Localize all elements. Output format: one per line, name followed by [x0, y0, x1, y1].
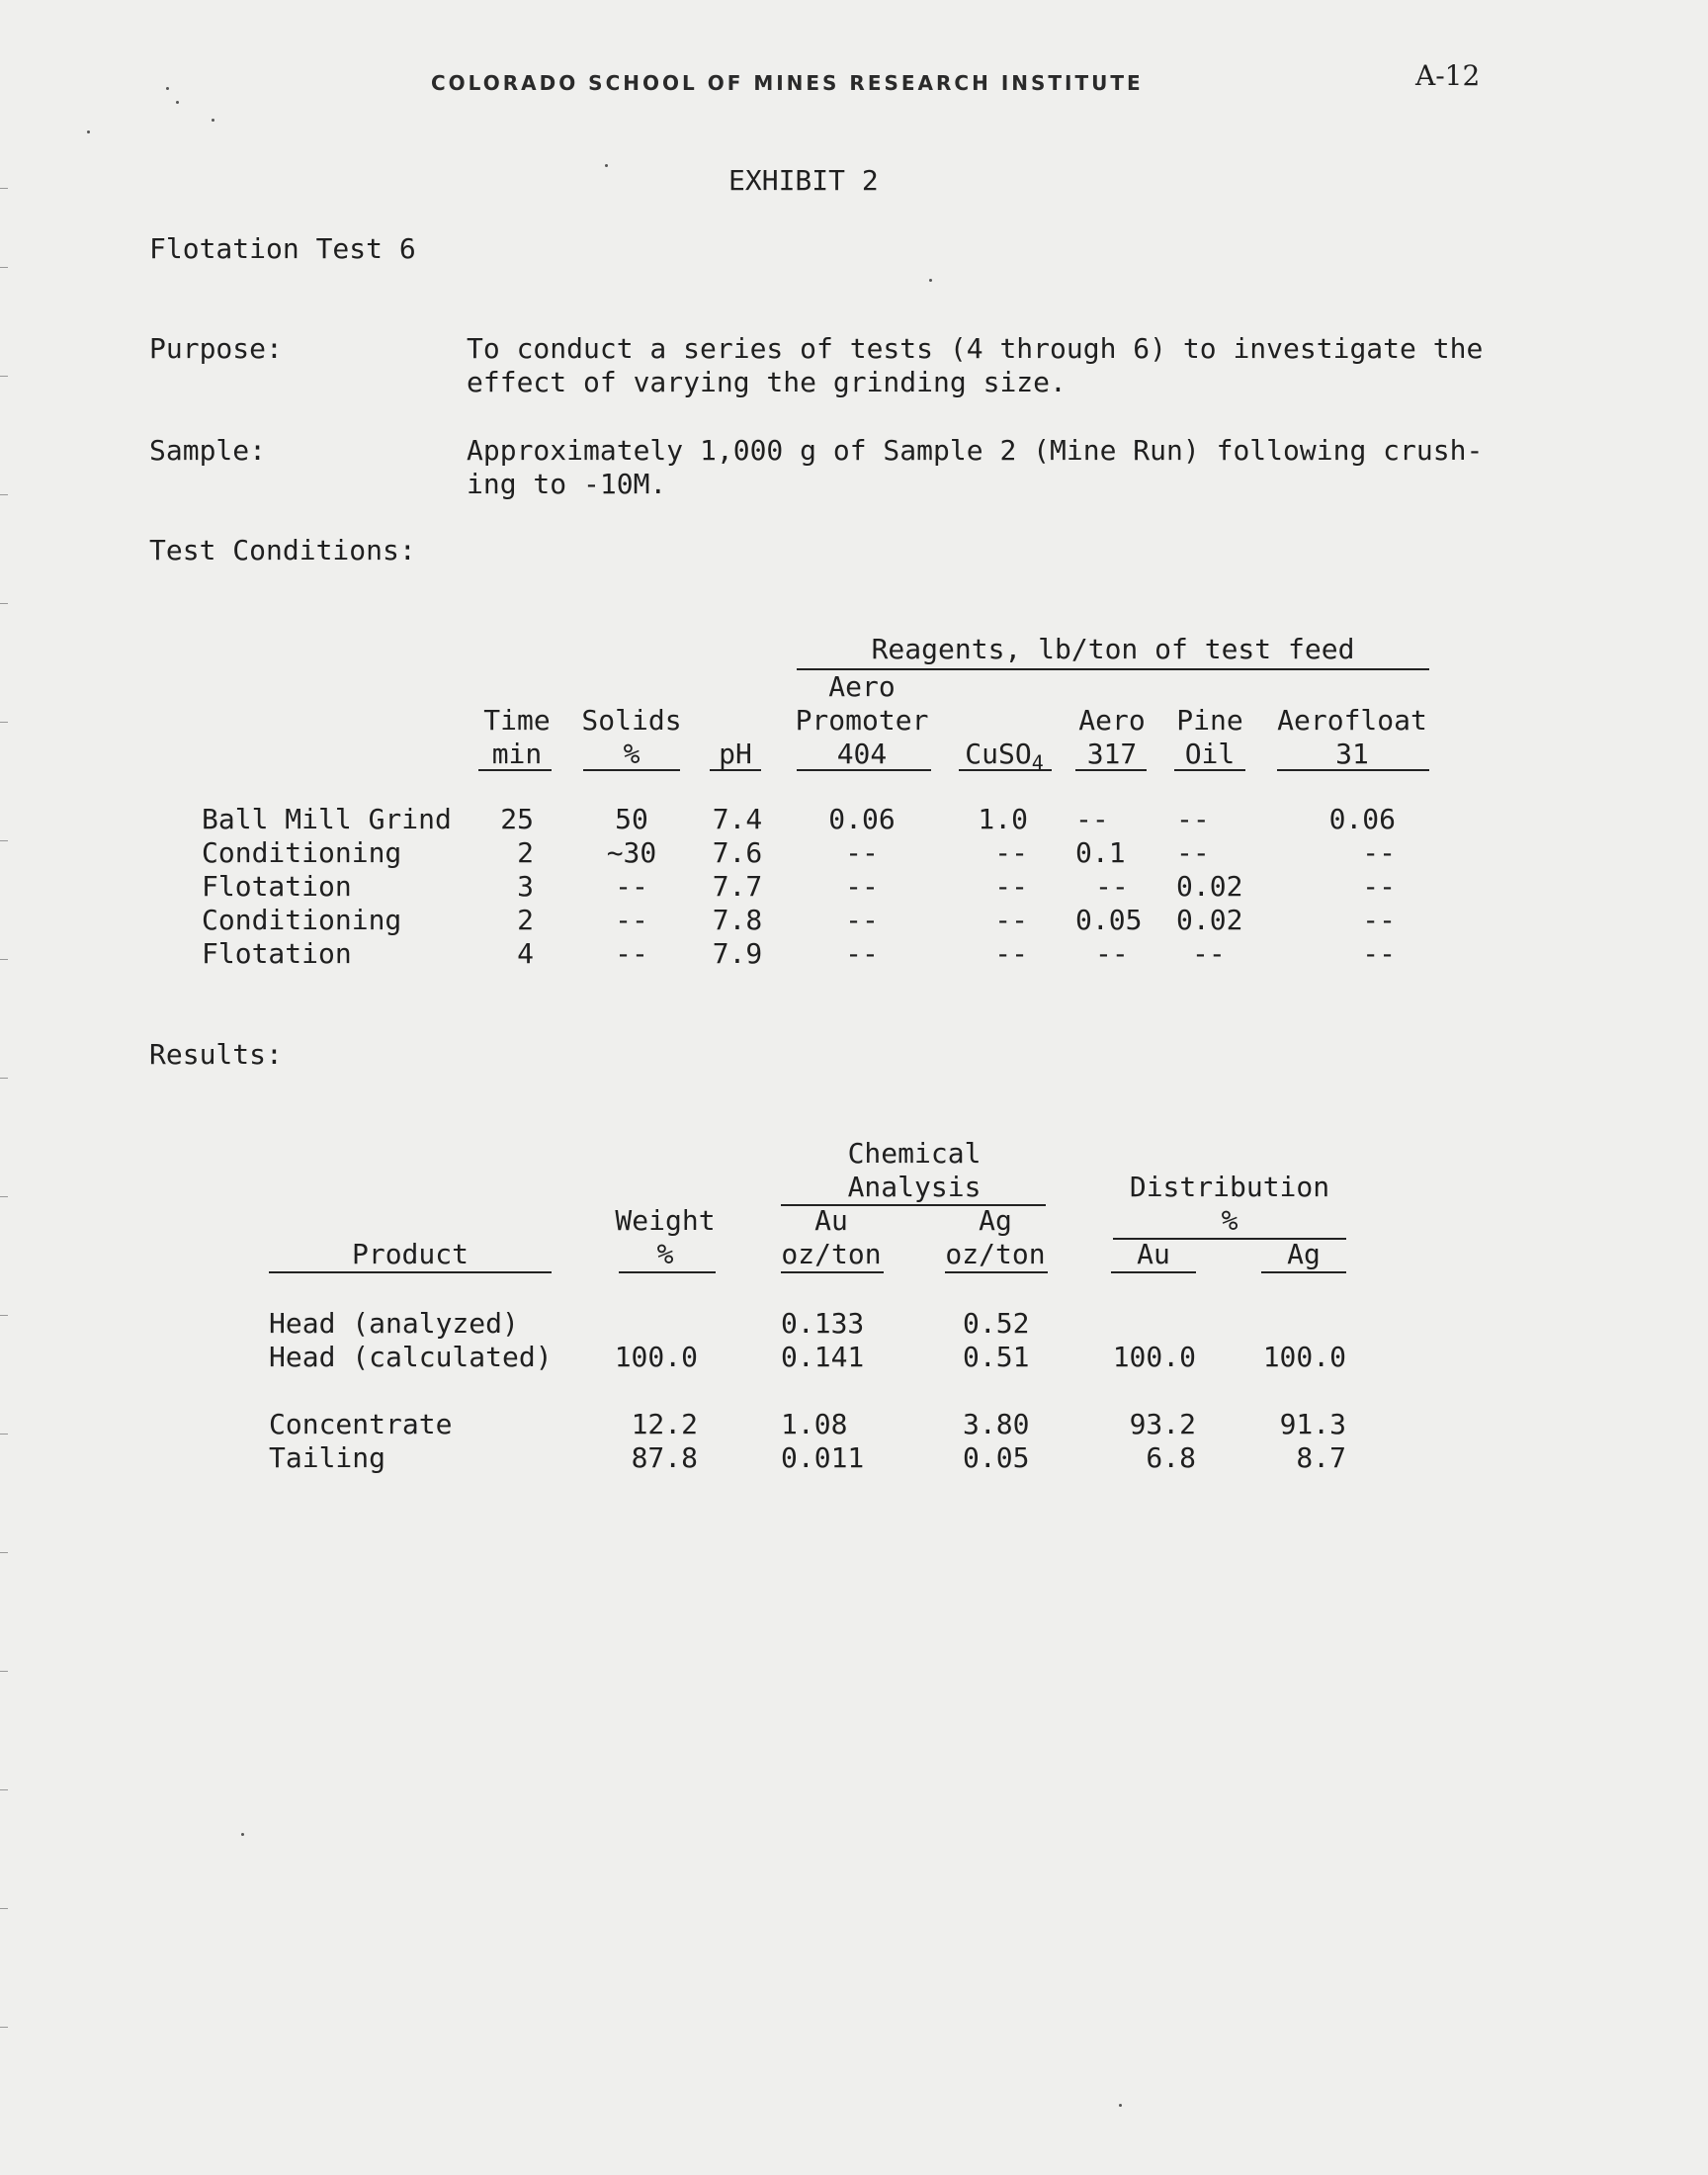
result-weight: 87.8 [631, 1441, 698, 1474]
reagents-group-header: Reagents, lb/ton of test feed [871, 633, 1355, 665]
chem-header-line1: Chemical [847, 1137, 982, 1170]
scan-speck [929, 279, 932, 282]
condition-aero317: 0.05 [1075, 904, 1143, 936]
edge-tick [0, 1789, 8, 1790]
ag-header-line2: oz/ton [945, 1238, 1046, 1270]
result-ag: 0.51 [963, 1341, 1030, 1373]
condition-step: Conditioning [202, 836, 402, 869]
edge-tick [0, 1434, 8, 1435]
condition-step: Flotation [202, 870, 352, 903]
edge-tick [0, 1078, 8, 1079]
results-label: Results: [149, 1038, 283, 1071]
edge-tick [0, 840, 8, 841]
edge-tick [0, 2027, 8, 2028]
dist-ag-header-underline [1261, 1271, 1346, 1273]
edge-tick [0, 188, 8, 189]
col-aero317-line1: Aero [1078, 704, 1146, 737]
col-aero317-line2: 317 [1086, 738, 1138, 770]
dist-header-line1: Distribution [1129, 1171, 1330, 1203]
col-pine-line1: Pine [1176, 704, 1243, 737]
col-time-line1: Time [483, 704, 551, 737]
weight-header-line2: % [656, 1238, 674, 1270]
col-cuso4 [955, 738, 1054, 775]
edge-tick [0, 1315, 8, 1316]
result-weight: 12.2 [631, 1408, 698, 1440]
edge-tick [0, 1908, 8, 1909]
purpose-text-line1: To conduct a series of tests (4 through 6) to investigate the [467, 332, 1484, 365]
condition-pine: -- [1176, 803, 1210, 835]
edge-tick [0, 267, 8, 268]
au-header-underline [781, 1271, 884, 1273]
weight-header-line1: Weight [615, 1204, 716, 1237]
result-ag: 0.52 [963, 1307, 1030, 1340]
col-aero404-line3: 404 [836, 738, 888, 770]
condition-aero404: 0.06 [828, 803, 896, 835]
au-header-line2: oz/ton [781, 1238, 882, 1270]
col-cuso4-underline [959, 769, 1052, 771]
condition-aero317: -- [1075, 803, 1109, 835]
col-solids-line1: Solids [581, 704, 682, 737]
condition-pine: -- [1192, 937, 1226, 970]
scan-speck [1119, 2104, 1122, 2107]
condition-cuso4: 1.0 [978, 803, 1028, 835]
scan-speck [176, 101, 179, 104]
condition-cuso4: -- [994, 937, 1028, 970]
col-time-line2: min [491, 738, 543, 770]
result-au: 0.011 [781, 1441, 865, 1474]
result-au: 1.08 [781, 1408, 848, 1440]
col-aero404-line1: Aero [828, 670, 896, 703]
institute-header: COLORADO SCHOOL OF MINES RESEARCH INSTITUTE [431, 71, 1144, 95]
condition-ph: 7.8 [712, 904, 763, 936]
condition-aerofloat: 0.06 [1328, 803, 1396, 835]
condition-solids: -- [615, 937, 648, 970]
condition-pine: 0.02 [1176, 870, 1243, 903]
edge-tick [0, 1196, 8, 1197]
condition-aerofloat: -- [1362, 937, 1396, 970]
condition-pine: -- [1176, 836, 1210, 869]
dist-au-header: Au [1137, 1238, 1170, 1270]
test-title: Flotation Test 6 [149, 232, 416, 265]
result-dist-au: 6.8 [1146, 1441, 1196, 1474]
result-au: 0.141 [781, 1341, 865, 1373]
scan-speck [166, 87, 169, 90]
condition-time: 3 [517, 870, 534, 903]
col-aero404-line2: Promoter [795, 704, 929, 737]
edge-tick [0, 1552, 8, 1553]
result-ag: 3.80 [963, 1408, 1030, 1440]
condition-ph: 7.7 [712, 870, 763, 903]
result-ag: 0.05 [963, 1441, 1030, 1474]
scan-speck [605, 164, 608, 167]
result-product: Head (calculated) [269, 1341, 553, 1373]
edge-tick [0, 959, 8, 960]
condition-aero404: -- [845, 870, 879, 903]
result-weight: 100.0 [614, 1341, 698, 1373]
scan-speck [87, 130, 90, 133]
condition-solids: -- [615, 870, 648, 903]
condition-time: 4 [517, 937, 534, 970]
test-conditions-label: Test Conditions: [149, 534, 416, 566]
scan-speck [241, 1833, 244, 1836]
dist-ag-header: Ag [1287, 1238, 1321, 1270]
col-aerofloat-underline [1277, 769, 1429, 771]
col-aerofloat-line1: Aerofloat [1277, 704, 1427, 737]
ag-header-line1: Ag [979, 1204, 1012, 1237]
purpose-label: Purpose: [149, 332, 283, 365]
condition-aerofloat: -- [1362, 904, 1396, 936]
result-dist-ag: 8.7 [1296, 1441, 1346, 1474]
condition-step: Flotation [202, 937, 352, 970]
condition-solids: 50 [615, 803, 648, 835]
edge-tick [0, 603, 8, 604]
edge-tick [0, 494, 8, 495]
col-solids-line2: % [623, 738, 640, 770]
col-ph: pH [719, 738, 752, 770]
col-aerofloat-line2: 31 [1335, 738, 1369, 770]
chem-header-line2: Analysis [847, 1171, 982, 1203]
result-product: Tailing [269, 1441, 386, 1474]
dist-header-line2: % [1221, 1204, 1238, 1237]
condition-time: 2 [517, 904, 534, 936]
condition-aero317: -- [1095, 937, 1129, 970]
condition-cuso4: -- [994, 836, 1028, 869]
condition-solids: ~30 [606, 836, 657, 869]
condition-aero317: 0.1 [1075, 836, 1126, 869]
result-au: 0.133 [781, 1307, 865, 1340]
col-cuso4-subscript: 4 [1031, 750, 1044, 775]
condition-aerofloat: -- [1362, 870, 1396, 903]
col-time-underline [478, 769, 552, 771]
col-solids-underline [583, 769, 680, 771]
result-dist-ag: 91.3 [1279, 1408, 1346, 1440]
condition-cuso4: -- [994, 870, 1028, 903]
edge-tick [0, 376, 8, 377]
sample-text-line1: Approximately 1,000 g of Sample 2 (Mine Run) following crush- [467, 434, 1484, 467]
condition-cuso4: -- [994, 904, 1028, 936]
result-dist-au: 100.0 [1112, 1341, 1196, 1373]
col-ph-underline [710, 769, 761, 771]
edge-tick [0, 722, 8, 723]
scan-speck [212, 119, 214, 122]
condition-time: 25 [500, 803, 534, 835]
product-header-underline [269, 1271, 552, 1273]
result-product: Concentrate [269, 1408, 453, 1440]
condition-solids: -- [615, 904, 648, 936]
result-dist-au: 93.2 [1129, 1408, 1196, 1440]
condition-aero404: -- [845, 937, 879, 970]
au-header-line1: Au [814, 1204, 848, 1237]
condition-aero317: -- [1095, 870, 1129, 903]
edge-tick [0, 1671, 8, 1672]
condition-time: 2 [517, 836, 534, 869]
dist-au-header-underline [1111, 1271, 1196, 1273]
condition-ph: 7.6 [712, 836, 763, 869]
page-number: A-12 [1415, 59, 1481, 92]
condition-aero404: -- [845, 836, 879, 869]
result-dist-ag: 100.0 [1262, 1341, 1346, 1373]
condition-ph: 7.4 [712, 803, 763, 835]
col-aero404-underline [797, 769, 931, 771]
condition-pine: 0.02 [1176, 904, 1243, 936]
condition-aero404: -- [845, 904, 879, 936]
condition-ph: 7.9 [712, 937, 763, 970]
sample-label: Sample: [149, 434, 267, 467]
sample-text-line2: ing to -10M. [467, 468, 667, 500]
col-pine-underline [1174, 769, 1245, 771]
condition-aerofloat: -- [1362, 836, 1396, 869]
ag-header-underline [945, 1271, 1048, 1273]
exhibit-title: EXHIBIT 2 [728, 164, 879, 197]
weight-header-underline [619, 1271, 716, 1273]
product-header: Product [351, 1238, 469, 1270]
result-product: Head (analyzed) [269, 1307, 519, 1340]
col-aero317-underline [1075, 769, 1147, 771]
condition-step: Conditioning [202, 904, 402, 936]
condition-step: Ball Mill Grind [202, 803, 452, 835]
purpose-text-line2: effect of varying the grinding size. [467, 366, 1067, 398]
col-cuso4-base: CuSO [965, 738, 1032, 770]
col-pine-line2: Oil [1184, 738, 1236, 770]
